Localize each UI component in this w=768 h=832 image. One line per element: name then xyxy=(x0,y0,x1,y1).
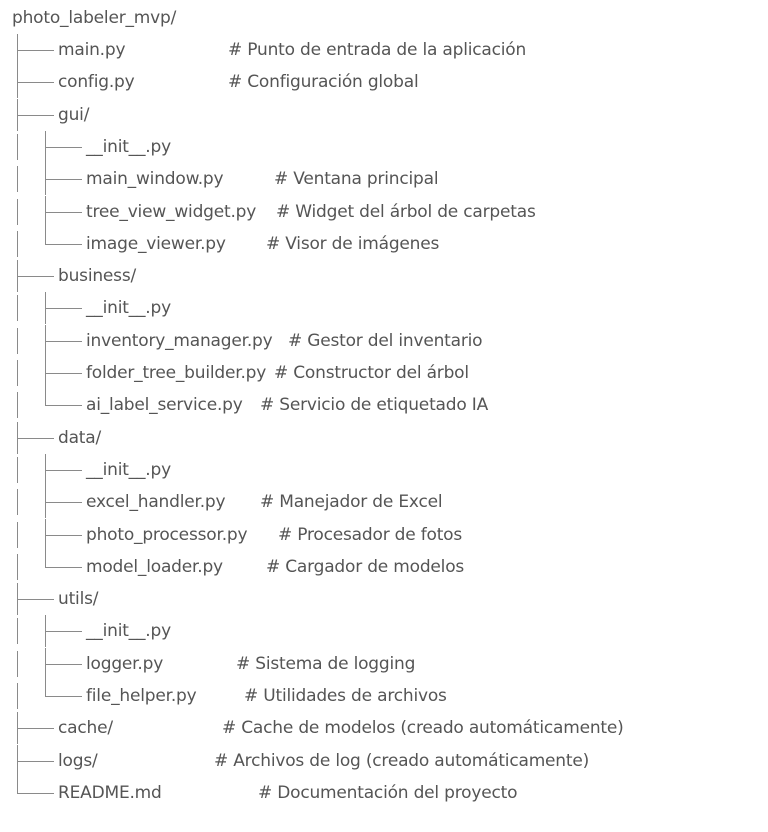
tree-guide-line xyxy=(17,166,18,192)
tree-item-name: photo_processor.py xyxy=(86,524,248,545)
tree-item-comment: # Procesador de fotos xyxy=(278,524,463,545)
tree-item-name: logger.py xyxy=(86,653,164,674)
tree-item-comment: # Punto de entrada de la aplicación xyxy=(228,40,527,60)
tree-item-name: utils/ xyxy=(58,589,99,610)
tree-guide-line xyxy=(17,489,18,515)
tree-guide-line xyxy=(17,683,18,709)
tree-item-comment: # Documentación del proyecto xyxy=(258,782,518,803)
tree-item-name: main.py xyxy=(58,40,126,60)
tree-item-name: folder_tree_builder.py xyxy=(86,363,267,383)
tree-item-name: __init__.py xyxy=(86,621,171,642)
tree-guide-line xyxy=(17,554,18,580)
tree-item-comment: # Constructor del árbol xyxy=(274,363,469,383)
tree-item-comment: # Cargador de modelos xyxy=(266,556,465,577)
tree-guide-line xyxy=(17,199,18,225)
tree-item-name: image_viewer.py xyxy=(86,233,226,254)
tree-row xyxy=(0,648,768,680)
tree-item-name: __init__.py xyxy=(86,298,171,319)
tree-row xyxy=(0,777,768,809)
tree-row xyxy=(0,454,768,486)
tree-item-name: main_window.py xyxy=(86,169,224,190)
tree-row xyxy=(0,615,768,647)
tree-guide-line xyxy=(17,457,18,483)
tree-item-name: excel_handler.py xyxy=(86,492,226,513)
tree-row xyxy=(0,422,768,454)
tree-row xyxy=(0,583,768,615)
tree-row xyxy=(0,551,768,583)
tree-row xyxy=(0,163,768,195)
tree-item-name: __init__.py xyxy=(86,459,171,480)
tree-row xyxy=(0,389,768,421)
tree-guide-line xyxy=(17,295,18,321)
tree-item-name: inventory_manager.py xyxy=(86,330,273,351)
tree-guide-line xyxy=(17,134,18,160)
tree-row xyxy=(0,486,768,518)
tree-item-name: gui/ xyxy=(58,104,90,125)
tree-row xyxy=(0,519,768,551)
tree-item-comment: # Gestor del inventario xyxy=(288,330,483,351)
tree-guide-line xyxy=(17,328,18,354)
tree-item-comment: # Configuración global xyxy=(228,72,419,93)
tree-guide-line xyxy=(17,618,18,644)
tree-item-comment: # Visor de imágenes xyxy=(266,233,440,254)
tree-item-name: business/ xyxy=(58,266,137,287)
tree-item-comment: # Archivos de log (creado automáticamente) xyxy=(214,750,590,771)
tree-row xyxy=(0,66,768,98)
tree-item-comment: # Manejador de Excel xyxy=(260,492,443,513)
tree-item-name: config.py xyxy=(58,72,135,93)
tree-row xyxy=(0,745,768,777)
tree-item-comment: # Sistema de logging xyxy=(236,653,416,674)
tree-row xyxy=(0,228,768,260)
tree-row xyxy=(0,325,768,357)
tree-item-name: cache/ xyxy=(58,718,113,739)
tree-item-name: data/ xyxy=(58,427,102,448)
tree-row xyxy=(0,292,768,324)
tree-item-name: logs/ xyxy=(58,750,98,771)
tree-item-name: __init__.py xyxy=(86,136,171,157)
tree-item-comment: # Utilidades de archivos xyxy=(244,686,447,706)
tree-row xyxy=(0,260,768,292)
tree-guide-line xyxy=(17,231,18,257)
tree-row xyxy=(0,712,768,744)
tree-item-comment: # Servicio de etiquetado IA xyxy=(260,395,488,416)
tree-item-name: model_loader.py xyxy=(86,556,223,577)
root-folder-name: photo_labeler_mvp/ xyxy=(12,8,177,28)
tree-guide-line xyxy=(17,651,18,677)
tree-row xyxy=(0,34,768,66)
tree-item-name: ai_label_service.py xyxy=(86,395,243,416)
tree-item-name: tree_view_widget.py xyxy=(86,201,257,222)
tree-item-name: README.md xyxy=(58,782,162,803)
tree-guide-line xyxy=(17,392,18,418)
tree-item-comment: # Ventana principal xyxy=(274,169,439,190)
tree-guide-line xyxy=(17,522,18,548)
tree-row xyxy=(0,357,768,389)
tree-item-comment: # Widget del árbol de carpetas xyxy=(276,201,536,222)
tree-row xyxy=(0,99,768,131)
tree-row xyxy=(0,131,768,163)
tree-item-name: file_helper.py xyxy=(86,686,197,706)
tree-item-comment: # Cache de modelos (creado automáticamente) xyxy=(222,718,624,739)
tree-row xyxy=(0,680,768,712)
tree-row xyxy=(0,196,768,228)
tree-guide-line xyxy=(17,360,18,386)
